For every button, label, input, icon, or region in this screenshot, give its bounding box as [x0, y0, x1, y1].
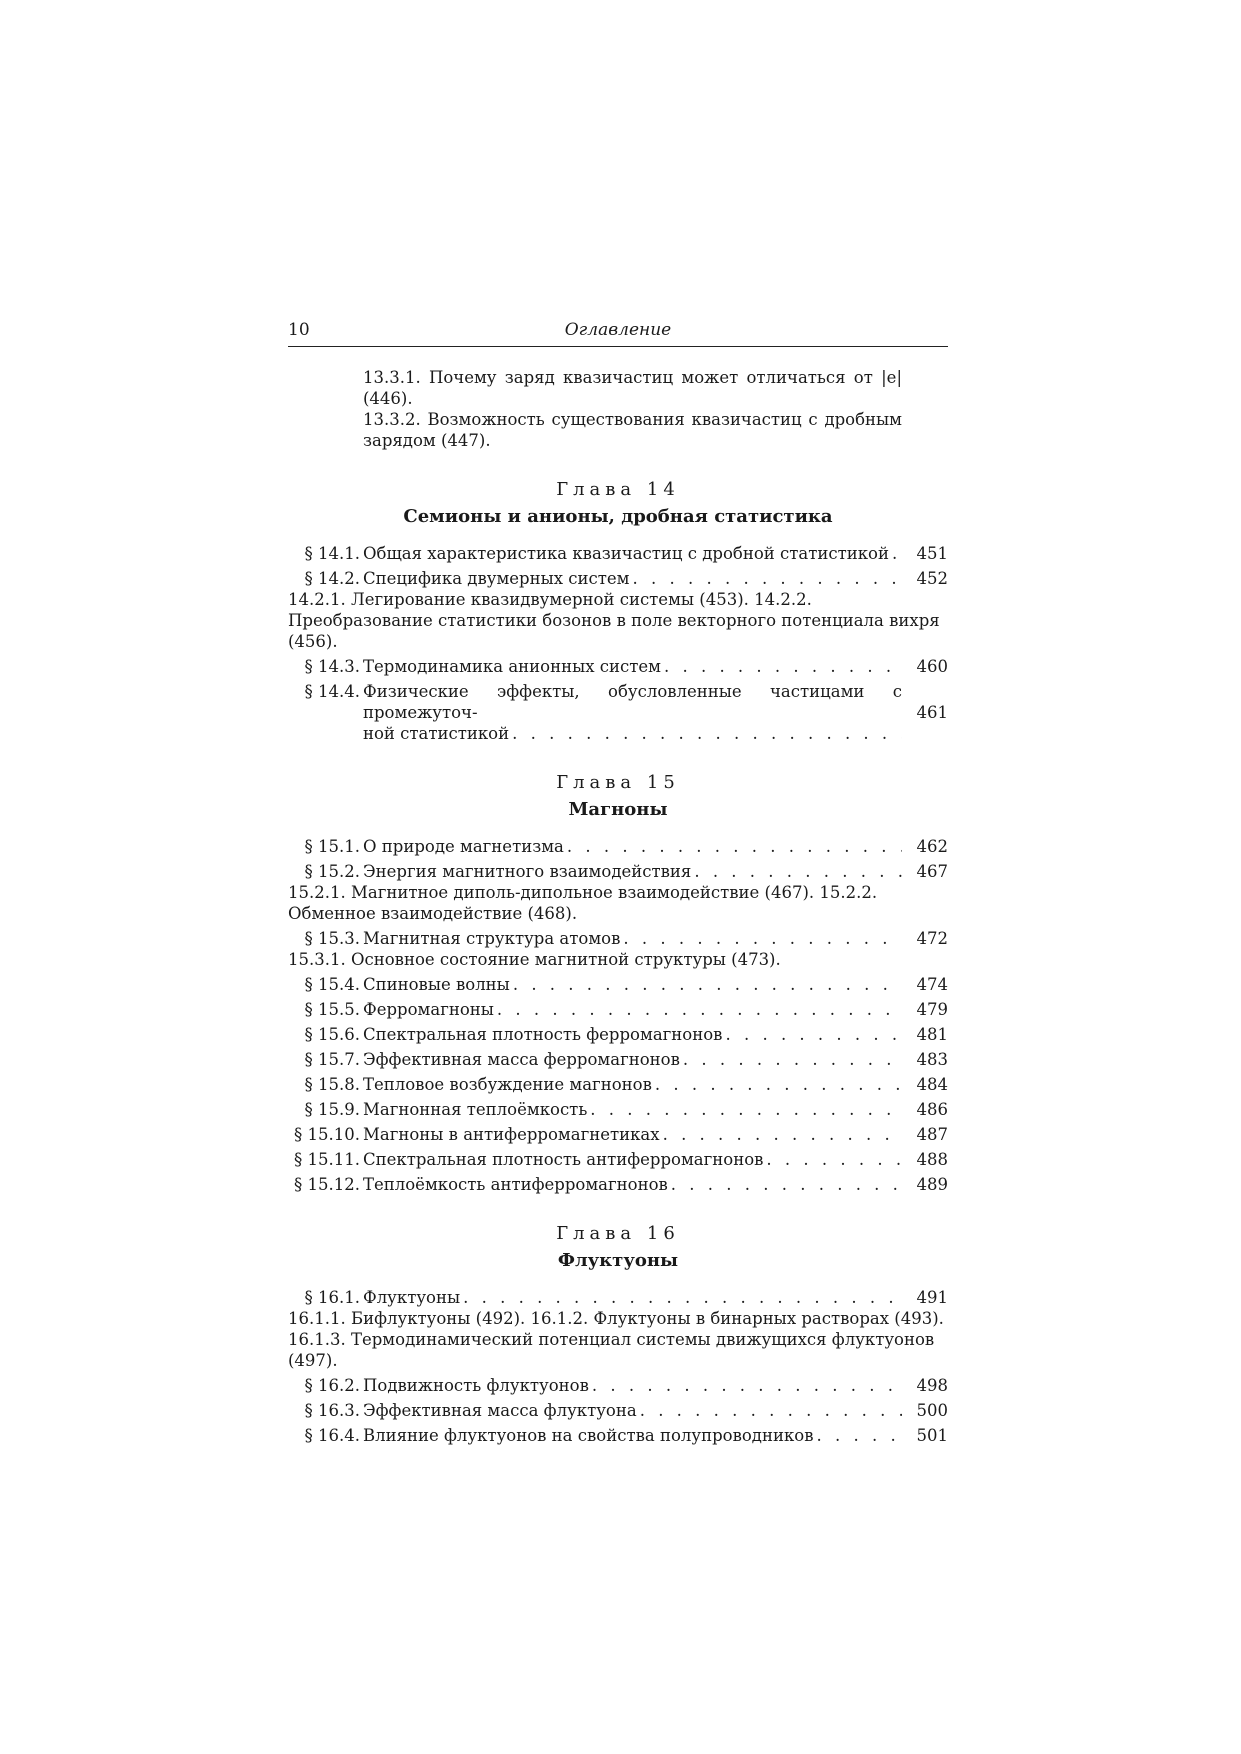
page-reference: 498 — [916, 1376, 948, 1395]
toc-entry[interactable] — [288, 1024, 948, 1045]
leader-dots — [497, 999, 902, 1020]
toc-entry[interactable] — [288, 1174, 948, 1195]
entry-body — [363, 568, 902, 589]
section-title: Влияние флуктуонов на свойства полупроводников — [363, 1426, 814, 1445]
toc-entry[interactable] — [288, 928, 948, 949]
section-number: § 15.1. — [304, 837, 360, 856]
page-reference: 472 — [916, 929, 948, 948]
section-number: § 16.2. — [304, 1376, 360, 1395]
chapter-title: Семионы и анионы, дробная статистика — [403, 506, 833, 527]
page-reference: 461 — [916, 703, 948, 722]
leader-dots — [633, 568, 902, 589]
chapter-heading — [288, 770, 948, 824]
leader-dots — [623, 928, 902, 949]
toc-entry[interactable] — [288, 1400, 948, 1421]
leader-dots — [590, 1099, 902, 1120]
chapter-heading — [288, 477, 948, 531]
section-number: § 16.3. — [304, 1401, 360, 1420]
section-number: § 14.2. — [304, 569, 360, 588]
section-title: Эффективная масса флуктуона — [363, 1401, 637, 1420]
section-title: Общая характеристика квазичастиц с дробной статистикой — [363, 544, 889, 563]
toc-entry[interactable] — [288, 1099, 948, 1120]
page-number: 10 — [288, 320, 310, 340]
section-number: § 14.4. — [304, 682, 360, 701]
section-number: § 15.7. — [304, 1050, 360, 1069]
section-title: Подвижность флуктуонов — [363, 1376, 589, 1395]
subsections: 16.1.1. Бифлуктуоны (492). 16.1.2. Флуктуоны в бинарных растворах (493). 16.1.3. Термодинамический потенциал системы движущихся флуктуонов (497). — [288, 1309, 944, 1370]
section-title: Магнонная теплоёмкость — [363, 1100, 588, 1119]
section-number: § 15.11. — [294, 1150, 360, 1169]
toc-entry[interactable] — [288, 681, 948, 744]
leader-dots — [663, 1124, 902, 1145]
section-title: Эффективная масса ферромагнонов — [363, 1050, 680, 1069]
chapter-label: Глава 16 — [556, 1223, 680, 1244]
page-reference: 487 — [916, 1125, 948, 1144]
leader-dots — [513, 974, 902, 995]
toc-entry[interactable] — [288, 568, 948, 589]
page-reference: 451 — [916, 544, 948, 563]
chapter-heading — [288, 1221, 948, 1275]
page-reference: 462 — [916, 837, 948, 856]
leader-dots — [655, 1074, 902, 1095]
entry-body — [363, 656, 902, 677]
toc-entry[interactable] — [288, 836, 948, 857]
page-reference: 489 — [916, 1175, 948, 1194]
entry-body — [363, 1024, 902, 1045]
leader-dots — [512, 723, 902, 744]
toc-entry[interactable] — [288, 999, 948, 1020]
section-title: Теплоёмкость антиферромагнонов — [363, 1175, 668, 1194]
leader-dots — [725, 1024, 902, 1045]
entry-body — [363, 1375, 902, 1396]
leader-dots — [766, 1149, 902, 1170]
section-title: Спиновые волны — [363, 975, 510, 994]
running-title: Оглавление — [564, 320, 672, 340]
toc-entry[interactable] — [288, 1149, 948, 1170]
page-reference: 474 — [916, 975, 948, 994]
subsections: 15.2.1. Магнитное диполь-дипольное взаимодействие (467). 15.2.2. Обменное взаимодействие (468). — [288, 883, 878, 923]
leader-dots — [664, 656, 902, 677]
chapters — [288, 477, 948, 1446]
section-title: Специфика двумерных систем — [363, 569, 630, 588]
toc-entry[interactable] — [288, 1425, 948, 1446]
entry-body — [363, 836, 902, 857]
section-number: § 15.10. — [294, 1125, 360, 1144]
section-number: § 15.6. — [304, 1025, 360, 1044]
page-reference: 460 — [916, 657, 948, 676]
leader-dots — [463, 1287, 902, 1308]
section-number: § 15.4. — [304, 975, 360, 994]
entry-body — [363, 1099, 902, 1120]
page-reference: 452 — [916, 569, 948, 588]
page-reference: 486 — [916, 1100, 948, 1119]
toc-page — [288, 320, 948, 1450]
section-number: § 15.8. — [304, 1075, 360, 1094]
section-number: § 15.12. — [294, 1175, 360, 1194]
section-title: Ферромагноны — [363, 1000, 494, 1019]
page-reference: 483 — [916, 1050, 948, 1069]
chapter-label: Глава 14 — [556, 479, 680, 500]
section-title: Термодинамика анионных систем — [363, 657, 661, 676]
running-head — [288, 320, 948, 347]
entry-body — [363, 1149, 902, 1170]
page-reference: 491 — [916, 1288, 948, 1307]
page-reference: 501 — [916, 1426, 948, 1445]
leader-dots — [640, 1400, 902, 1421]
carryover-subsection: 13.3.2. Возможность существования квазичастиц с дробным зарядом (447). — [363, 410, 902, 450]
toc-entry[interactable] — [288, 543, 948, 564]
entry-body — [363, 543, 902, 564]
toc-entry[interactable] — [288, 1049, 948, 1070]
toc-entry[interactable] — [288, 861, 948, 882]
entry-body — [363, 928, 902, 949]
page-reference: 488 — [916, 1150, 948, 1169]
page-reference: 479 — [916, 1000, 948, 1019]
entry-body — [363, 1174, 902, 1195]
subsections: 15.3.1. Основное состояние магнитной структуры (473). — [288, 950, 781, 969]
section-number: § 16.1. — [304, 1288, 360, 1307]
section-title: Магнитная структура атомов — [363, 929, 621, 948]
leader-dots — [892, 543, 902, 564]
page-reference: 484 — [916, 1075, 948, 1094]
section-title: Спектральная плотность ферромагнонов — [363, 1025, 723, 1044]
entry-body — [363, 1074, 902, 1095]
leader-dots — [694, 861, 902, 882]
page-reference: 467 — [916, 862, 948, 881]
section-title: Флуктуоны — [363, 1288, 461, 1307]
section-title: О природе магнетизма — [363, 837, 564, 856]
section-number: § 15.3. — [304, 929, 360, 948]
entry-body — [363, 1287, 902, 1308]
section-title: ной статистикой — [363, 724, 510, 743]
entry-body — [363, 1400, 902, 1421]
leader-dots — [567, 836, 902, 857]
section-number: § 15.9. — [304, 1100, 360, 1119]
section-number: § 15.5. — [304, 1000, 360, 1019]
section-number: § 14.3. — [304, 657, 360, 676]
section-title: Спектральная плотность антиферромагнонов — [363, 1150, 764, 1169]
toc-entry[interactable] — [288, 1074, 948, 1095]
section-title: Магноны в антиферромагнетиках — [363, 1125, 660, 1144]
section-number: § 15.2. — [304, 862, 360, 881]
toc-entry[interactable] — [288, 974, 948, 995]
entry-body — [363, 861, 902, 882]
entry-body — [363, 974, 902, 995]
section-number: § 16.4. — [304, 1426, 360, 1445]
section-number: § 14.1. — [304, 544, 360, 563]
entry-body — [363, 1124, 902, 1145]
toc-entry[interactable] — [288, 1287, 948, 1308]
entry-body — [363, 999, 902, 1020]
chapter-title: Флуктуоны — [557, 1250, 679, 1271]
carryover-subsection: 13.3.1. Почему заряд квазичастиц может отличаться от |e| (446). — [363, 368, 902, 408]
leader-dots — [816, 1425, 902, 1446]
section-title: Тепловое возбуждение магнонов — [363, 1075, 652, 1094]
leader-dots — [671, 1174, 902, 1195]
chapter-label: Глава 15 — [556, 772, 680, 793]
toc-entry[interactable] — [288, 656, 948, 677]
page-reference: 500 — [916, 1401, 948, 1420]
entry-body — [363, 1049, 902, 1070]
section-title-first-line: Физические эффекты, обусловленные частицами с промежуточ- — [363, 682, 902, 722]
chapter-title: Магноны — [568, 799, 668, 820]
toc-entry[interactable] — [288, 1375, 948, 1396]
toc-entry[interactable] — [288, 1124, 948, 1145]
entry-body — [363, 681, 902, 744]
leader-dots — [683, 1049, 902, 1070]
page-reference: 481 — [916, 1025, 948, 1044]
subsections: 14.2.1. Легирование квазидвумерной системы (453). 14.2.2. Преобразование статистики бозонов в поле векторного потенциала вихря (456). — [288, 590, 940, 651]
leader-dots — [592, 1375, 902, 1396]
entry-body — [363, 1425, 902, 1446]
section-title: Энергия магнитного взаимодействия — [363, 862, 692, 881]
